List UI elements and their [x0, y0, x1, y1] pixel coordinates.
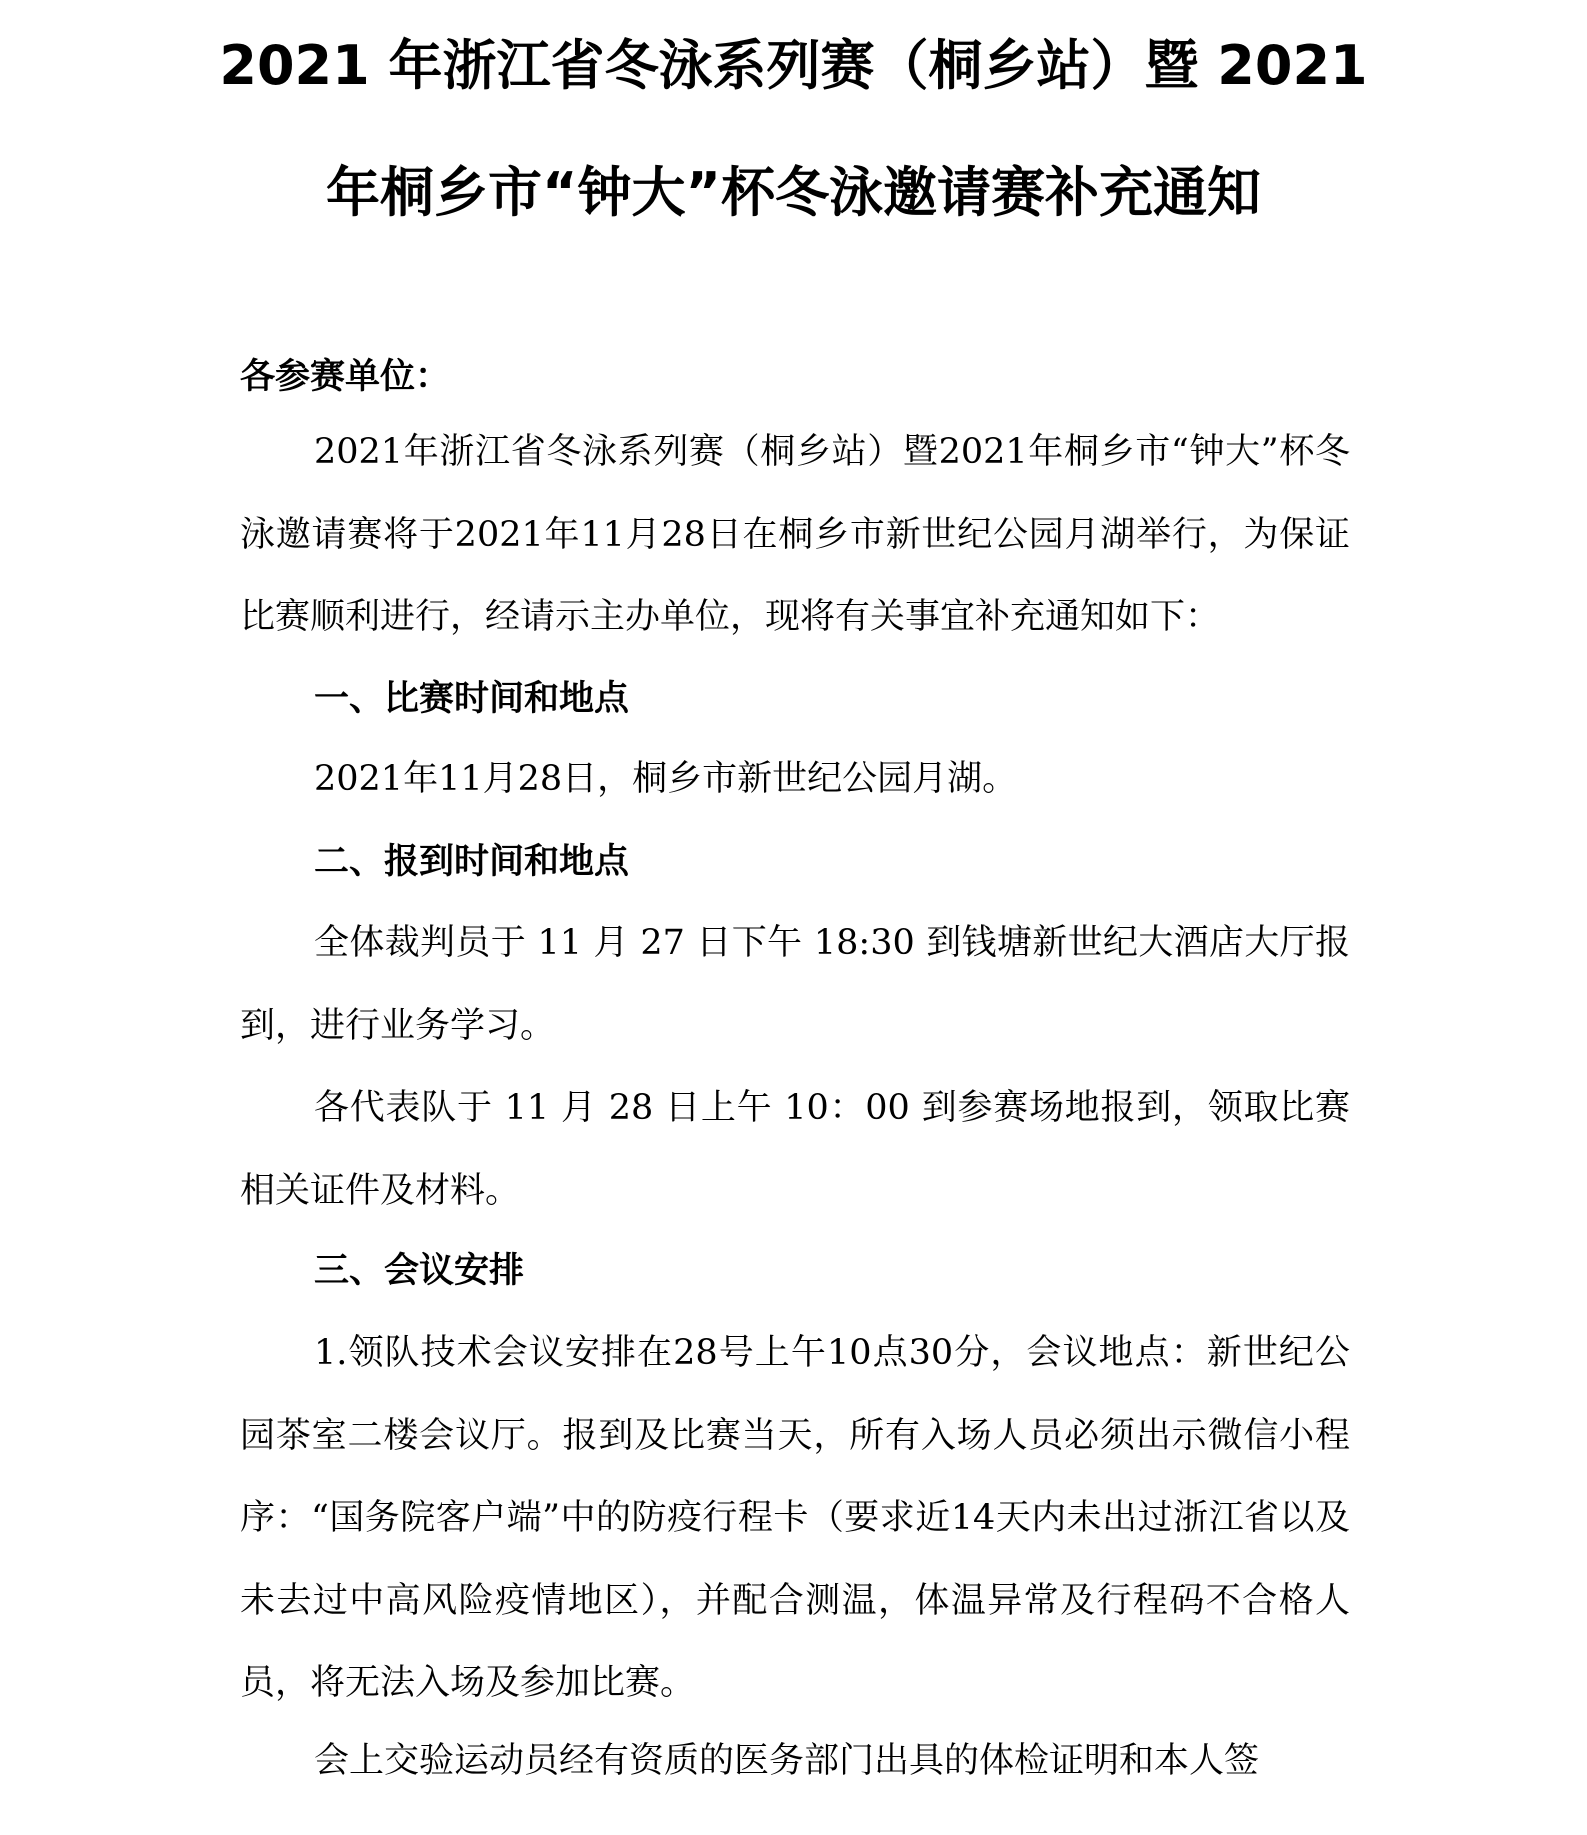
section-text-meeting-item-2: 会上交验运动员经有资质的医务部门出具的体检证明和本人签 [314, 1741, 1260, 1781]
section-heading-time-place: 一、比赛时间和地点 [314, 679, 630, 719]
intro-paragraph: 2021年浙江省冬泳系列赛（桐乡站）暨2021年桐乡市“钟大”杯冬泳邀请赛将于2021年11月28日在桐乡市新世纪公园月湖举行，为保证比赛顺利进行，经请示主办单位，现将有关事宜补充通知如下： [240, 432, 1350, 637]
section-text-time-place: 2021年11月28日，桐乡市新世纪公园月湖。 [314, 759, 1018, 799]
section-heading-registration: 二、报到时间和地点 [314, 842, 630, 882]
section-text-meeting-item-1: 1.领队技术会议安排在28号上午10点30分，会议地点：新世纪公园茶室二楼会议厅。报到及比赛当天，所有入场人员必须出示微信小程序：“国务院客户端”中的防疫行程卡（要求近14天内未出过浙江省以及未去过中高风险疫情地区），并配合测温，体温异常及行程码不合格人员，将无法入场及参加比赛。 [240, 1333, 1350, 1703]
section-text-team-registration: 各代表队于 11 月 28 日上午 10：00 到参赛场地报到，领取比赛相关证件及材料。 [240, 1088, 1350, 1211]
document-title-line-2: 年桐乡市“钟大”杯冬泳邀请赛补充通知 [326, 161, 1261, 224]
section-heading-meetings: 三、会议安排 [314, 1251, 525, 1291]
section-text-referee-registration: 全体裁判员于 11 月 27 日下午 18:30 到钱塘新世纪大酒店大厅报到，进行业务学习。 [240, 923, 1350, 1046]
salutation: 各参赛单位： [240, 357, 451, 397]
document-title-line-1: 2021 年浙江省冬泳系列赛（桐乡站）暨 2021 [219, 34, 1368, 97]
